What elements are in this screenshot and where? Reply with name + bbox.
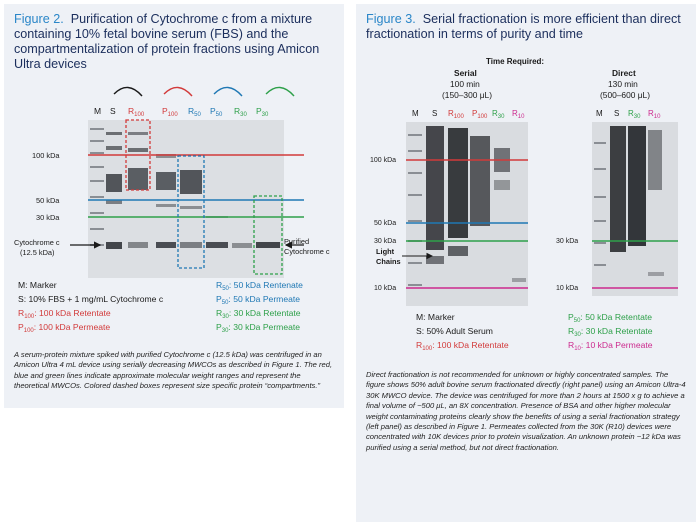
figure-2-number: Figure 2. <box>14 12 64 26</box>
figure-3-gel-figure <box>356 56 696 310</box>
marker-label-50kda: 50 kDa <box>36 196 60 205</box>
figure-2-panel <box>4 4 344 408</box>
marker-label-30kda: 30 kDa <box>36 213 60 222</box>
serial-lane-r30: $R_{30}$ <box>492 109 505 120</box>
lane-label-p30: $P_{30}$ <box>256 106 269 118</box>
serial-lane-p100: $P_{100}$ <box>472 109 488 120</box>
figure-3-number: Figure 3. <box>366 12 416 26</box>
direct-volume: (500–600 μL) <box>600 90 650 100</box>
direct-lane-s: S <box>614 109 620 118</box>
legend-r100: $R_{100}$: 100 kDa Retentate <box>416 340 509 352</box>
time-required-label: Time Required: <box>486 57 545 66</box>
serial-heading: Serial <box>454 68 477 78</box>
arrow-p100-to-r50 <box>164 87 192 96</box>
lane-label-p100: $P_{100}$ <box>162 106 178 118</box>
direct-lane-r10: $R_{10}$ <box>648 109 661 120</box>
figure-3-title-text: Serial fractionation is more efficient than direct fractionation in terms of purity and time <box>366 12 681 41</box>
cytochrome-mw-label: (12.5 kDa) <box>20 248 55 257</box>
legend-r30: $R_{30}$: 30 kDa Retentate <box>568 326 653 338</box>
serial-lane-r10: $R_{10}$ <box>512 109 525 120</box>
figure-2-gel-figure <box>4 82 344 278</box>
figure-2-caption: A serum-protein mixture spiked with purified Cytochrome c (12.5 kDa) was centrifuged in an Amicon Ultra 4 mL device using serially decreasing MWCOs as described in Figure 1. The red, blue and green lines indicate approximate molecular weight ranges and represent the theoretical MWCOs. Colored dashed boxes represent size specific protein “compartments.” <box>14 350 333 391</box>
figure-2-title-text: Purification of Cytochrome c from a mixture containing 10% fetal bovine serum (FBS) and the compartmentalization of protein fractions using Amicon Ultra devices <box>14 12 320 71</box>
figure-2-legend-left <box>18 278 163 334</box>
figure-2-title <box>14 12 336 72</box>
figure-3-legend-left <box>416 310 509 352</box>
figure-2-gel-image <box>88 120 284 278</box>
direct-gel-image <box>592 122 678 296</box>
serial-lane-m: M <box>412 109 419 118</box>
direct-marker-30kda: 30 kDa <box>556 238 579 245</box>
legend-p30: $P_{30}$: 30 kDa Permeate <box>216 322 301 334</box>
legend-p50: $P_{50}$: 50 kDa Permeate <box>216 294 301 306</box>
legend-marker: M: Marker <box>416 312 455 322</box>
serial-time: 100 min <box>450 79 480 89</box>
light-chains-label-2: Chains <box>376 257 401 266</box>
legend-r30: $R_{30}$: 30 kDa Retentate <box>216 308 301 320</box>
figure-3-title <box>366 12 688 42</box>
serial-volume: (150–300 μL) <box>442 90 492 100</box>
lane-label-r50: $R_{50}$ <box>188 106 201 118</box>
lane-label-r30: $R_{30}$ <box>234 106 247 118</box>
arrow-p50-to-r30 <box>266 87 294 96</box>
purified-cytochrome-label: Cytochrome c <box>284 247 330 256</box>
serial-gel-image <box>406 122 528 306</box>
legend-p100: $P_{100}$: 100 kDa Permeate <box>18 322 111 334</box>
arrow-r100-to-p100 <box>114 87 142 96</box>
serial-lane-s: S <box>432 109 438 118</box>
legend-p50: $P_{50}$: 50 kDa Retentate <box>568 312 653 324</box>
serial-marker-100kda: 100 kDa <box>370 157 397 164</box>
direct-time: 130 min <box>608 79 638 89</box>
marker-label-100kda: 100 kDa <box>32 151 60 160</box>
figure-3-legend-right <box>568 310 653 352</box>
lane-label-m: M <box>94 106 102 116</box>
direct-lane-m: M <box>596 109 603 118</box>
direct-heading: Direct <box>612 68 636 78</box>
figure-3-panel <box>356 4 696 522</box>
legend-sample: S: 50% Adult Serum <box>416 326 493 336</box>
figure-2-legend-right <box>216 278 303 334</box>
arrow-r50-to-p50 <box>214 87 242 96</box>
serial-marker-10kda: 10 kDa <box>374 285 397 292</box>
lane-label-s: S <box>110 106 116 116</box>
light-chains-label: Light <box>376 247 395 256</box>
legend-sample: S: 10% FBS + 1 mg/mL Cytochrome c <box>18 294 164 304</box>
lane-label-p50: $P_{50}$ <box>210 106 223 118</box>
purified-label: Purified <box>284 237 310 246</box>
legend-marker: M: Marker <box>18 280 57 290</box>
serial-lane-r100: $R_{100}$ <box>448 109 464 120</box>
legend-r50: $R_{50}$: 50 kDa Rentenate <box>216 280 303 292</box>
cytochrome-label: Cytochrome c <box>14 238 60 247</box>
lane-label-r100: $R_{100}$ <box>128 106 145 118</box>
legend-r10: $R_{10}$: 10 kDa Permeate <box>568 340 653 352</box>
legend-r100: $R_{100}$: 100 kDa Retentate <box>18 308 111 320</box>
figure-3-caption: Direct fractionation is not recommended for unknown or highly concentrated samples. The figure shows 50% adult bovine serum fractionated directly (right panel) using an Amicon Ultra-4 30K MWCO device. The device was centrifuged for more than 2 hours at 1500 x g to achieve a final volume of ~500 μL, an 8X concentration. Presence of BSA and other higher molecular weight contaminating proteins clearly show the benefits of using a serial fractionation strategy (left panel) as described in Figure 1. Permeates collected from the 30K (R10) devices were concentrated with 10K devices prior to protein visualization. An unknown protein ~12 kDa was purified using a serial method, but not direct fractionation. <box>366 370 686 452</box>
serial-marker-30kda: 30 kDa <box>374 238 397 245</box>
direct-marker-10kda: 10 kDa <box>556 285 579 292</box>
serial-marker-50kda: 50 kDa <box>374 220 397 227</box>
direct-lane-r30: $R_{30}$ <box>628 109 641 120</box>
